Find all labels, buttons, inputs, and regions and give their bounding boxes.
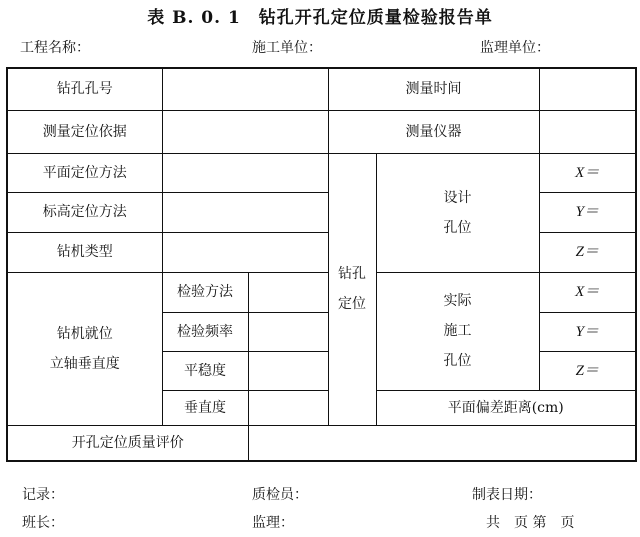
drill-hole-no-value[interactable]	[162, 68, 328, 110]
table-row	[7, 425, 636, 461]
y-label: Y＝	[575, 323, 599, 340]
measure-time-value[interactable]	[539, 68, 636, 110]
project-name-label: 工程名称：	[20, 40, 90, 56]
actual-y-cell[interactable]	[539, 312, 636, 351]
supervisor-label: 监理：	[252, 515, 294, 531]
design-hole-position-label	[376, 153, 539, 272]
date-label: 制表日期：	[472, 487, 542, 503]
inspection-method-value[interactable]	[248, 272, 328, 312]
plane-method-value[interactable]	[162, 153, 328, 192]
x-label: X＝	[575, 284, 600, 300]
measure-instrument-value[interactable]	[539, 110, 636, 153]
design-y-cell[interactable]	[539, 192, 636, 232]
plane-deviation-label: 平面偏差距离(cm)	[376, 390, 636, 425]
actual-hole-position-text: 实际 施工 孔位	[443, 293, 472, 369]
supervision-unit-label: 监理单位：	[480, 40, 550, 56]
table-row	[7, 272, 636, 312]
z-label: Z＝	[575, 244, 599, 260]
positioning-basis-label: 测量定位依据	[7, 110, 162, 153]
measure-time-label: 测量时间	[328, 68, 539, 110]
actual-x-cell[interactable]	[539, 272, 636, 312]
design-z-cell[interactable]	[539, 232, 636, 272]
quality-evaluation-value[interactable]	[248, 425, 636, 461]
stability-label: 平稳度	[162, 351, 248, 390]
z-label: Z＝	[575, 362, 599, 379]
verticality-value[interactable]	[248, 390, 328, 425]
quality-evaluation-label: 开孔定位质量评价	[7, 425, 248, 461]
form-title: 表 B. 0. 1 钻孔开孔定位质量检验报告单	[147, 8, 493, 28]
elevation-method-label: 标高定位方法	[7, 192, 162, 232]
actual-z-cell[interactable]	[539, 351, 636, 390]
inspection-method-label: 检验方法	[162, 272, 248, 312]
design-x-cell[interactable]	[539, 153, 636, 192]
measure-instrument-label: 测量仪器	[328, 110, 539, 153]
inspection-frequency-value[interactable]	[248, 312, 328, 351]
page-count-label: 共 页 第 页	[486, 515, 575, 531]
recorder-label: 记录：	[22, 487, 64, 503]
table-row	[7, 110, 636, 153]
stability-value[interactable]	[248, 351, 328, 390]
hole-positioning-label	[328, 153, 376, 425]
inspection-table	[6, 67, 637, 462]
table-row	[7, 232, 636, 272]
construction-unit-label: 施工单位：	[252, 40, 322, 56]
table-row	[7, 153, 636, 192]
table-row	[7, 68, 636, 110]
rig-type-label: 钻机类型	[7, 232, 162, 272]
elevation-method-value[interactable]	[162, 192, 328, 232]
verticality-label: 垂直度	[162, 390, 248, 425]
plane-method-label: 平面定位方法	[7, 153, 162, 192]
rig-type-value[interactable]	[162, 232, 328, 272]
inspection-frequency-label: 检验频率	[162, 312, 248, 351]
x-label: X＝	[575, 164, 600, 181]
positioning-basis-value[interactable]	[162, 110, 328, 153]
team-leader-label: 班长：	[22, 515, 64, 531]
rig-vertical-text: 钻机就位 立轴垂直度	[49, 325, 120, 372]
inspector-label: 质检员：	[252, 487, 308, 503]
drill-hole-no-label: 钻孔孔号	[7, 68, 162, 110]
rig-vertical-label	[7, 272, 162, 425]
actual-hole-position-label	[376, 272, 539, 390]
hole-positioning-text: 钻孔 定位	[338, 266, 366, 312]
table-row	[7, 192, 636, 232]
design-hole-position-text: 设计 孔位	[443, 189, 472, 236]
y-label: Y＝	[575, 204, 599, 220]
